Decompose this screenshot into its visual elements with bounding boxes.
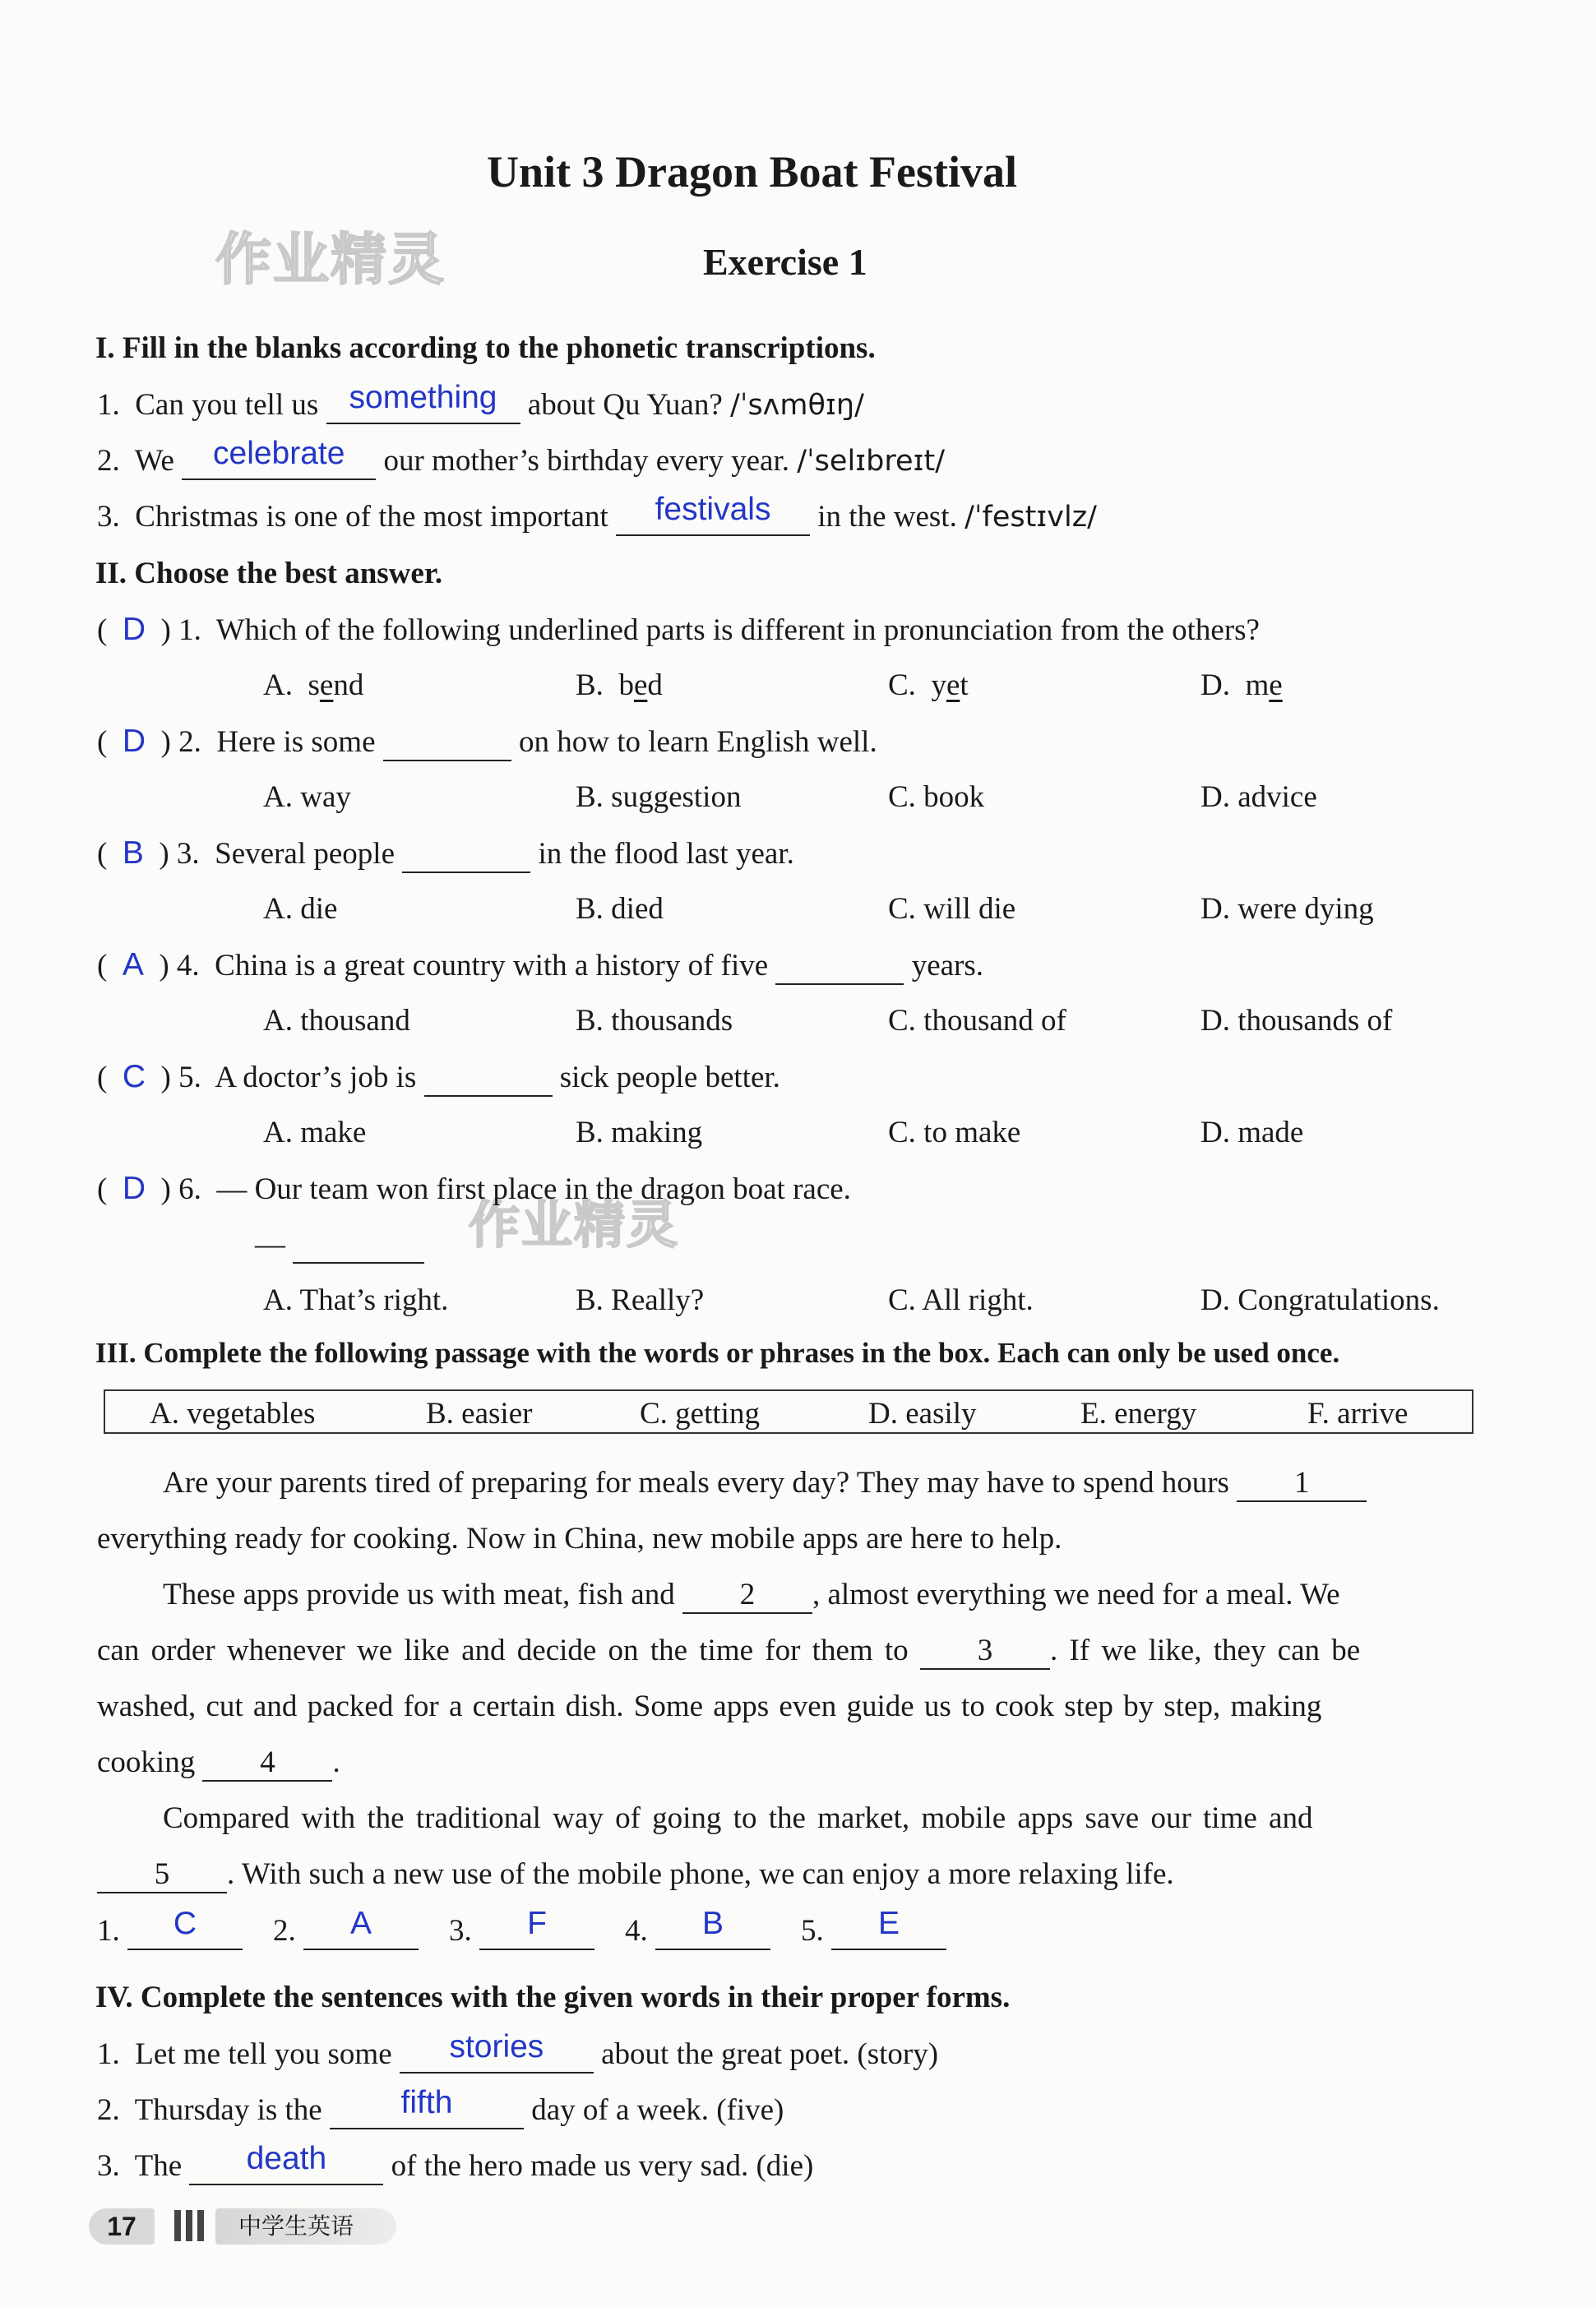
book-title: 中学生英语 [215,2208,396,2245]
choice-answer[interactable]: C [122,1059,146,1094]
option[interactable]: B. making [576,1116,703,1149]
choice-answer[interactable]: D [122,612,146,647]
passage-line: Are your parents tired of preparing for meals every day? They may have to spend hours 1 [163,1465,1367,1502]
passage-line: 5 . With such a new use of the mobile phone, we can enjoy a more relaxing life. [97,1856,1174,1893]
passage-blank[interactable]: 3 [920,1633,1050,1670]
option[interactable]: D. Congratulations. [1200,1283,1440,1317]
fill-sentence: 3. The death of the hero made us very sad. (die) [97,2147,813,2185]
passage-blank[interactable]: 5 [97,1856,227,1893]
option[interactable]: B. thousands [576,1004,733,1038]
option[interactable]: C. book [888,780,985,814]
answer-blank[interactable]: C [127,1912,243,1950]
option[interactable]: B. Really? [576,1283,705,1317]
answer-blank[interactable]: A [303,1912,419,1950]
section-heading: I. Fill in the blanks according to the phonetic transcriptions. [95,331,876,365]
page-title: Unit 3 Dragon Boat Festival [487,147,1017,196]
option[interactable]: D. thousands of [1200,1004,1393,1038]
option[interactable]: A. way [263,780,351,814]
passage-blank[interactable]: 2 [682,1577,812,1614]
footer-divider-icon [174,2210,209,2245]
option[interactable]: D. advice [1200,780,1317,814]
passage-blank[interactable]: 1 [1237,1465,1367,1502]
question: ( C ) 5. A doctor’s job is sick people better. [97,1059,780,1097]
passage-line: can order whenever we like and decide on the time for them to 3 . If we like, they can be [97,1633,1360,1670]
passage-line: cooking 4 . [97,1745,340,1782]
watermark: 作业精灵 [469,1195,680,1255]
option[interactable]: D. me [1200,668,1283,702]
answer-blank[interactable] [424,1060,553,1097]
fill-sentence: 2. We celebrate our mother’s birthday every year. /ˈselɪbreɪt/ [97,442,945,480]
question: ( D ) 1. Which of the following underlined parts is different in pronunciation from the others? [97,612,1260,647]
choice-answer[interactable]: D [122,1171,146,1206]
section-heading: III. Complete the following passage with the words or phrases in the box. Each can only be used once. [95,1337,1340,1369]
option[interactable]: A. thousand [263,1004,410,1038]
section-heading: IV. Complete the sentences with the given words in their proper forms. [95,1981,1011,2014]
answer-blank[interactable] [775,948,904,985]
question: ( D ) 6. — Our team won first place in the dragon boat race. [97,1171,851,1206]
page-number: 17 [89,2208,155,2245]
passage-line: everything ready for cooking. Now in China, new mobile apps are here to help. [97,1522,1062,1556]
option[interactable]: C. to make [888,1116,1021,1149]
option[interactable]: C. All right. [888,1283,1034,1317]
choice-answer[interactable]: A [122,947,144,982]
fill-sentence: 3. Christmas is one of the most important festivals in the west. /ˈfestɪvlz/ [97,498,1097,536]
option[interactable]: A. send [263,668,364,702]
question: ( A ) 4. China is a great country with a history of five years. [97,947,983,985]
word-option: E. energy [1080,1397,1197,1431]
option[interactable]: C. thousand of [888,1004,1066,1038]
option[interactable]: A. That’s right. [263,1283,449,1317]
option[interactable]: D. made [1200,1116,1304,1149]
answer-blank[interactable]: death [189,2147,383,2185]
option[interactable]: D. were dying [1200,892,1374,926]
choice-answer[interactable]: D [122,724,146,759]
answer-blank[interactable]: festivals [616,498,810,536]
option[interactable]: C. will die [888,892,1016,926]
passage-blank[interactable]: 4 [202,1745,332,1782]
option[interactable]: A. die [263,892,338,926]
fill-sentence: 2. Thursday is the fifth day of a week. (five) [97,2092,784,2129]
section-heading: II. Choose the best answer. [95,557,443,590]
exercise-title: Exercise 1 [703,241,867,283]
answer-blank[interactable]: B [655,1912,770,1950]
word-option: A. vegetables [150,1397,316,1431]
word-option: F. arrive [1307,1397,1409,1431]
answer-blank[interactable]: something [326,386,520,424]
watermark: 作业精灵 [215,228,446,293]
word-option: C. getting [640,1397,760,1431]
answer-blank[interactable]: stories [400,2036,594,2074]
answer-blank[interactable]: F [479,1912,594,1950]
option[interactable]: B. suggestion [576,780,742,814]
option[interactable]: C. yet [888,668,969,702]
option[interactable]: B. bed [576,668,663,702]
answer-row: 1. C 2. A 3. F 4. B 5. E [97,1912,946,1950]
answer-blank[interactable] [402,836,530,873]
answer-blank[interactable]: fifth [330,2092,524,2129]
passage-line: Compared with the traditional way of going to the market, mobile apps save our time and [163,1801,1313,1835]
word-box [104,1389,1473,1434]
answer-blank[interactable] [293,1227,424,1264]
option[interactable]: A. make [263,1116,367,1149]
question: ( D ) 2. Here is some on how to learn English well. [97,724,877,761]
dialog-reply: — [255,1227,424,1264]
fill-sentence: 1. Let me tell you some stories about the great poet. (story) [97,2036,938,2074]
passage-line: washed, cut and packed for a certain dish. Some apps even guide us to cook step by step, making [97,1690,1322,1723]
fill-sentence: 1. Can you tell us something about Qu Yuan? /ˈsʌmθɪŋ/ [97,386,864,424]
answer-blank[interactable]: E [831,1912,946,1950]
word-option: B. easier [426,1397,533,1431]
choice-answer[interactable]: B [122,835,144,871]
question: ( B ) 3. Several people in the flood last year. [97,835,794,873]
passage-line: These apps provide us with meat, fish and 2 , almost everything we need for a meal. We [163,1577,1340,1614]
answer-blank[interactable] [383,724,511,761]
word-option: D. easily [868,1397,977,1431]
answer-blank[interactable]: celebrate [182,442,376,480]
option[interactable]: B. died [576,892,664,926]
